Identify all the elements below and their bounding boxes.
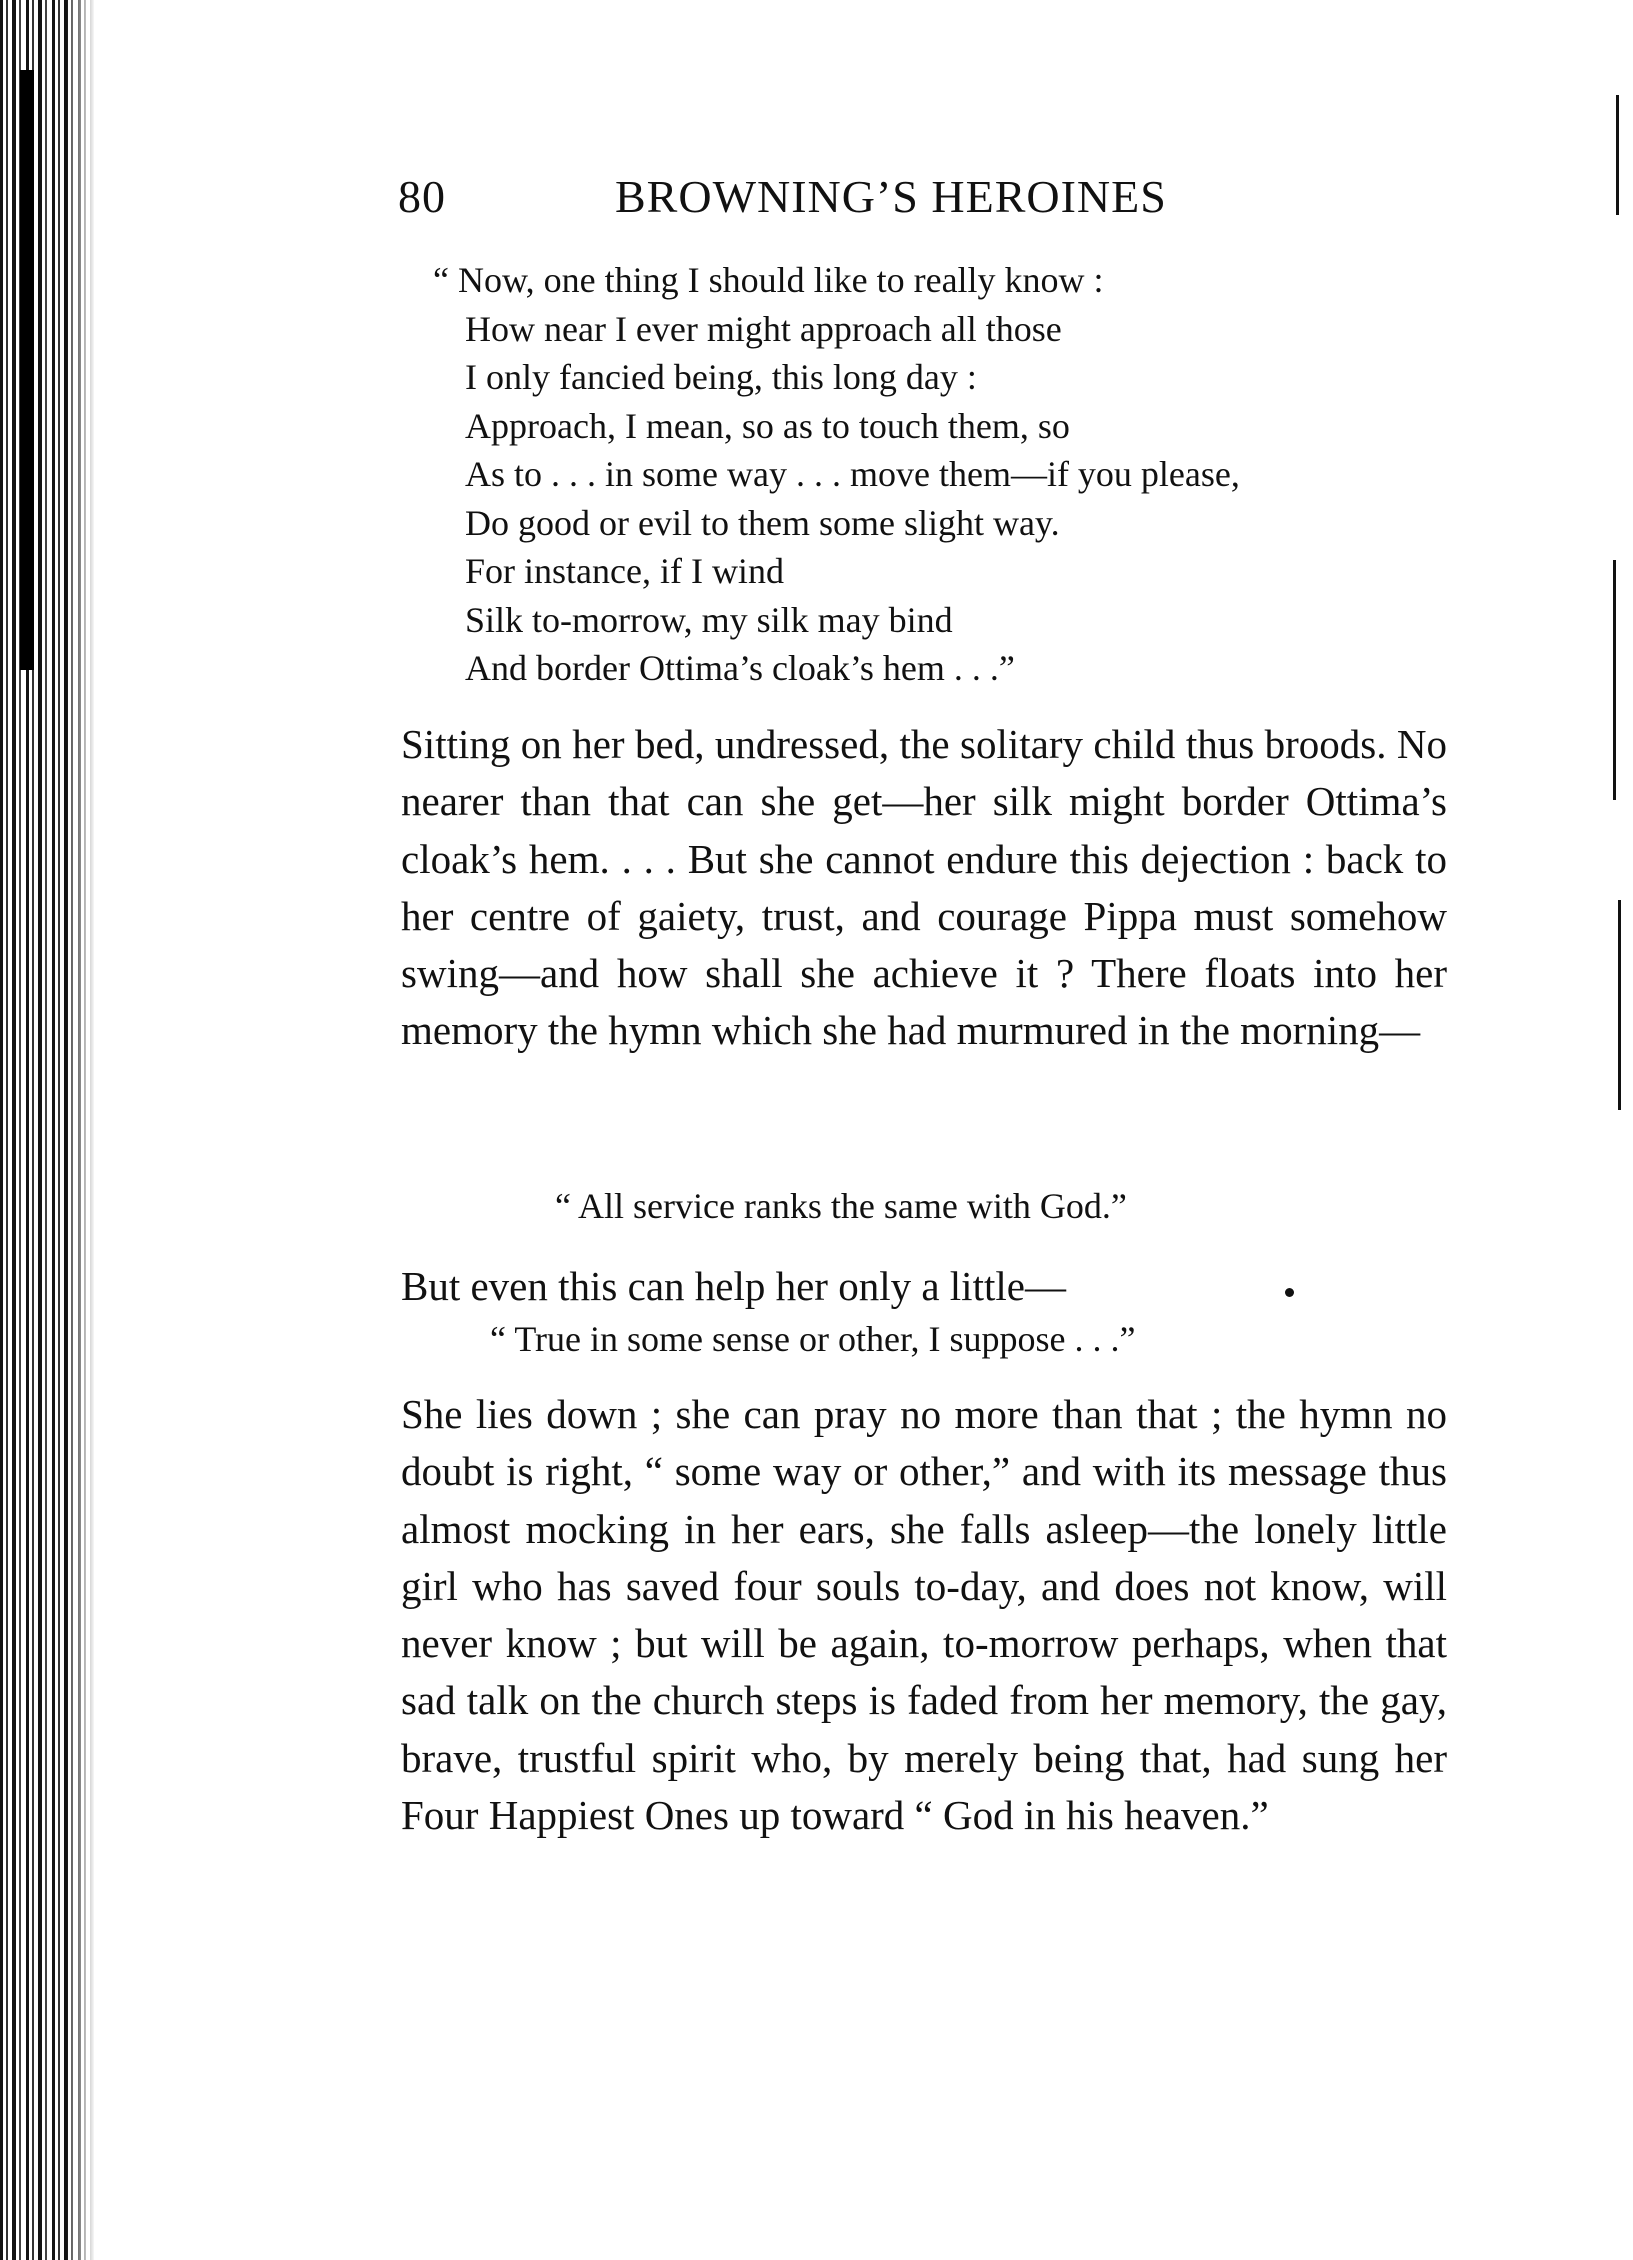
ink-speck — [1285, 1288, 1294, 1297]
verse-line: For instance, if I wind — [465, 551, 784, 591]
verse-line: Do good or evil to them some slight way. — [465, 502, 1060, 543]
paragraph: She lies down ; she can pray no more than that ; the hymn no doubt is right, “ some way or other,” and with its message thus almost mocking in her ears, she falls asleep—the lonely little girl who has saved four souls to-day, and does not know, will never know ; but will be again, to-morrow perhaps, when that sad talk on the church steps is faded from her memory, the gay, brave, trustful spirit who, by merely being that, had sung her Four Happiest Ones up toward “ God in his heaven.” — [401, 1391, 1447, 1839]
verse-line: I only fancied being, this long day : — [465, 357, 977, 397]
hymn-quote: “ All service ranks the same with God.” — [555, 1186, 1127, 1226]
running-title: BROWNING’S HEROINES — [615, 171, 1167, 222]
edge-mark — [1616, 95, 1619, 215]
verse-line: And border Ottima’s cloak’s hem . . .” — [465, 648, 1015, 688]
verse-line: Approach, I mean, so as to touch them, so — [465, 405, 1070, 446]
paragraph: Sitting on her bed, undressed, the solitary child thus broods. No nearer than that can she get—her silk might border Ottima’s cloak’s hem. . . . But she cannot endure this dejection : back to her centre of gaiety, trust, and courage Pippa must somehow swing—and how shall she achieve it ? There floats into her memory the hymn which she had murmured in the morning— — [401, 721, 1447, 1054]
verse-line: How near I ever might approach all those — [465, 308, 1062, 349]
page-number: 80 — [398, 171, 446, 222]
paragraph: But even this can help her only a little— — [401, 1263, 1066, 1309]
verse-line: As to . . . in some way . . . move them—if you please, — [465, 454, 1240, 494]
binding-edge — [0, 0, 95, 2260]
edge-mark — [1613, 560, 1616, 800]
verse-line: Silk to-morrow, my silk may bind — [465, 599, 953, 640]
verse-block — [433, 256, 1240, 693]
binding-shadow — [20, 70, 34, 670]
hymn-quote: “ True in some sense or other, I suppose . . .” — [490, 1319, 1136, 1359]
verse-line: “ Now, one thing I should like to really know : — [433, 260, 1104, 300]
edge-mark — [1618, 900, 1621, 1110]
